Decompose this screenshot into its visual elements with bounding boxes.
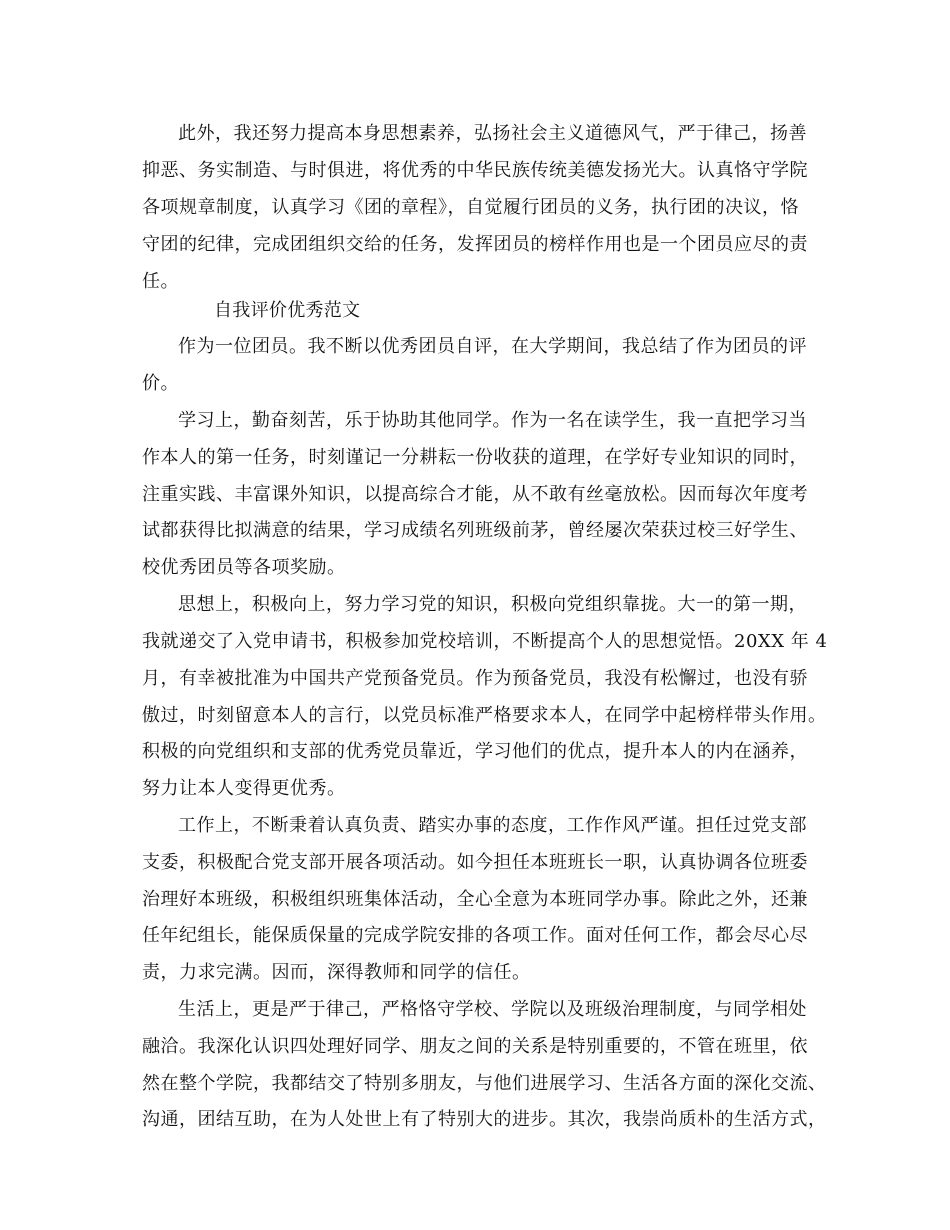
paragraph-line: 我就递交了入党申请书，积极参加党校培训，不断提高个人的思想觉悟。20XX 年 4 xyxy=(142,631,828,652)
paragraph-line: 作本人的第一任务，时刻谨记一分耕耘一份收获的道理，在学好专业知识的同时， xyxy=(142,447,808,468)
paragraph-line: 生活上，更是严于律己，严格恪守学校、学院以及班级治理制度，与同学相处 xyxy=(178,999,807,1020)
paragraph-line: 试都获得比拟满意的结果，学习成绩名列班级前茅，曾经屡次荣获过校三好学生、 xyxy=(142,520,808,541)
paragraph-line: 努力让本人变得更优秀。 xyxy=(142,778,346,799)
paragraph-line: 月，有幸被批准为中国共产党预备党员。作为预备党员，我没有松懈过，也没有骄 xyxy=(142,668,808,689)
paragraph-line: 注重实践、丰富课外知识，以提高综合才能，从不敢有丝毫放松。因而每次年度考 xyxy=(142,484,808,505)
paragraph-line: 治理好本班级，积极组织班集体活动，全心全意为本班同学办事。除此之外，还兼 xyxy=(142,889,808,910)
section-heading: 自我评价优秀范文 xyxy=(214,300,361,321)
paragraph-line: 傲过，时刻留意本人的言行，以党员标准严格要求本人，在同学中起榜样带头作用。 xyxy=(142,705,827,726)
paragraph-line: 支委，积极配合党支部开展各项活动。如今担任本班班长一职，认真协调各位班委 xyxy=(142,852,808,873)
paragraph-line: 校优秀团员等各项奖励。 xyxy=(142,557,346,578)
paragraph-line: 作为一位团员。我不断以优秀团员自评，在大学期间，我总结了作为团员的评 xyxy=(178,336,807,357)
paragraph-line: 然在整个学院，我都结交了特别多朋友，与他们进展学习、生活各方面的深化交流、 xyxy=(142,1073,827,1094)
paragraph-line: 任。 xyxy=(142,271,179,292)
paragraph-line: 积极的向党组织和支部的优秀党员靠近，学习他们的优点，提升本人的内在涵养， xyxy=(142,741,808,762)
paragraph-line: 各项规章制度，认真学习《团的章程》，自觉履行团员的义务，执行团的决议，恪 xyxy=(142,197,799,218)
paragraph-line: 工作上，不断秉着认真负责、踏实办事的态度，工作作风严谨。担任过党支部 xyxy=(178,815,807,836)
paragraph-line: 责，力求完满。因而，深得教师和同学的信任。 xyxy=(142,962,531,983)
paragraph-line: 抑恶、务实制造、与时俱进，将优秀的中华民族传统美德发扬光大。认真恪守学院 xyxy=(142,160,808,181)
paragraph-line: 此外，我还努力提高本身思想素养，弘扬社会主义道德风气，严于律己，扬善 xyxy=(178,123,807,144)
paragraph-line: 任年纪组长，能保质保量的完成学院安排的各项工作。面对任何工作，都会尽心尽 xyxy=(142,925,808,946)
paragraph-line: 融洽。我深化认识四处理好同学、朋友之间的关系是特别重要的，不管在班里，依 xyxy=(142,1036,808,1057)
paragraph-line: 学习上，勤奋刻苦，乐于协助其他同学。作为一名在读学生，我一直把学习当 xyxy=(178,410,807,431)
paragraph-line: 守团的纪律，完成团组织交给的任务，发挥团员的榜样作用也是一个团员应尽的责 xyxy=(142,234,808,255)
paragraph-line: 思想上，积极向上，努力学习党的知识，积极向党组织靠拢。大一的第一期， xyxy=(178,594,807,615)
paragraph-line: 沟通，团结互助，在为人处世上有了特别大的进步。其次，我崇尚质朴的生活方式， xyxy=(142,1109,827,1130)
paragraph-line: 价。 xyxy=(142,373,179,394)
